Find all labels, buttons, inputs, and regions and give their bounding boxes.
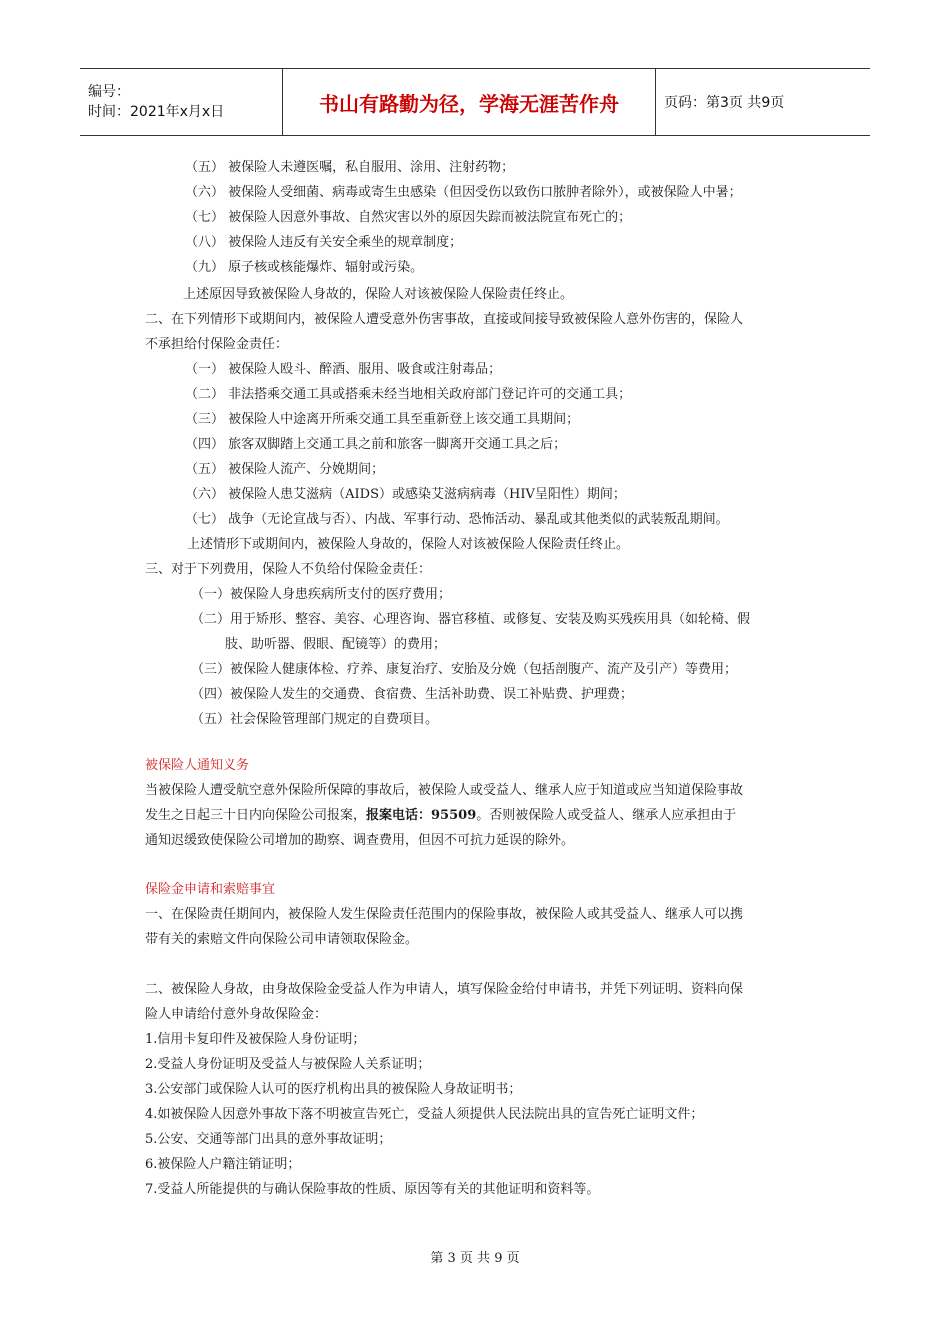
list-item: （八） 被保险人违反有关安全乘坐的规章制度； [185,235,463,250]
header-number: 编号： [88,84,130,100]
claim-heading: 保险金申请和索赔事宜 [145,882,276,897]
list-item: 6.被保险人户籍注销证明； [145,1157,301,1172]
list-item: （二）用于矫形、整容、美容、心理咨询、器官移植、或修复、安装及购买残疾用具（如轮椅、假 [191,612,751,627]
list-item: （九） 原子核或核能爆炸、辐射或污染。 [185,260,424,275]
claim-paragraph: 险人申请给付意外身故保险金： [145,1007,328,1022]
claim-paragraph: 二、被保险人身故，由身故保险金受益人作为申请人，填写保险金给付申请书，并凭下列证明、资料向保 [145,982,744,997]
notify-line: 通知迟缓致使保险公司增加的勘察、调查费用，但因不可抗力延误的除外。 [145,833,575,848]
notify-line: 当被保险人遭受航空意外保险所保障的事故后，被保险人或受益人、继承人应于知道或应当知道保险事故 [145,783,744,798]
list-item: （六） 被保险人受细菌、病毒或寄生虫感染（但因受伤以致伤口脓肿者除外），或被保险人中暑； [185,185,742,200]
claim-paragraph: 带有关的索赔文件向保险公司申请领取保险金。 [145,932,419,947]
list-item: 1.信用卡复印件及被保险人身份证明； [145,1032,366,1047]
list-item: （六） 被保险人患艾滋病（AIDS）或感染艾滋病病毒（HIV呈阳性）期间； [185,487,626,502]
notify-heading: 被保险人通知义务 [145,758,250,773]
list-item: （五） 被保险人未遵医嘱，私自服用、涂用、注射药物； [185,160,515,175]
list-item: （七） 战争（无论宣战与否）、内战、军事行动、恐怖活动、暴乱或其他类似的武装叛乱期间。 [185,512,729,527]
list-item: 3.公安部门或保险人认可的医疗机构出具的被保险人身故证明书； [145,1082,522,1097]
list-item: 5.公安、交通等部门出具的意外事故证明； [145,1132,392,1147]
header-page-label: 页码：第3页 共9页 [664,95,785,111]
list-item: （四） 旅客双脚踏上交通工具之前和旅客一脚离开交通工具之后； [185,437,567,452]
section2-summary: 上述情形下或期间内，被保险人身故的，保险人对该被保险人保险责任终止。 [187,537,630,552]
list-item: （三） 被保险人中途离开所乘交通工具至重新登上该交通工具期间； [185,412,580,427]
list-item-cont: 肢、助听器、假眼、配镜等）的费用； [225,637,447,652]
list-item: （七） 被保险人因意外事故、自然灾害以外的原因失踪而被法院宣布死亡的； [185,210,632,225]
list-item: （一） 被保险人殴斗、醉酒、服用、吸食或注射毒品； [185,362,502,377]
section2-title: 二、在下列情形下或期间内，被保险人遭受意外伤害事故，直接或间接导致被保险人意外伤害的，保险人 [145,312,744,327]
header-page-info [656,69,870,135]
header-meta [80,69,282,135]
report-phone: 报案电话：95509 [366,808,477,823]
notify-text: 发生之日起三十日内向保险公司报案， [145,808,367,823]
section3-title: 三、对于下列费用，保险人不负给付保险金责任： [145,562,432,577]
list-item: （五） 被保险人流产、分娩期间； [185,462,385,477]
page-footer: 第 3 页 共 9 页 [430,1251,520,1266]
list-item: （二） 非法搭乘交通工具或搭乘未经当地相关政府部门登记许可的交通工具； [185,387,632,402]
notify-text: 。否则被保险人或受益人、继承人应承担由于 [476,808,737,823]
notify-line [145,806,736,826]
header-motto: 书山有路勤为径，学海无涯苦作舟 [319,91,619,116]
list-item: 2.受益人身份证明及受益人与被保险人关系证明； [145,1057,431,1072]
page-header [80,68,870,136]
list-item: 4.如被保险人因意外事故下落不明被宣告死亡，受益人须提供人民法院出具的宣告死亡证明文件； [145,1107,704,1122]
list-item: （四）被保险人发生的交通费、食宿费、生活补助费、误工补贴费、护理费； [191,687,634,702]
header-motto-cell [282,69,656,135]
claim-paragraph: 一、在保险责任期间内，被保险人发生保险责任范围内的保险事故，被保险人或其受益人、继承人可以携 [145,907,744,922]
list-item: （三）被保险人健康体检、疗养、康复治疗、安胎及分娩（包括剖腹产、流产及引产）等费用； [191,662,738,677]
list-item: （五）社会保险管理部门规定的自费项目。 [191,712,439,727]
section2-title-cont: 不承担给付保险金责任： [145,337,289,352]
section1-summary: 上述原因导致被保险人身故的，保险人对该被保险人保险责任终止。 [183,287,574,302]
list-item: （一）被保险人身患疾病所支付的医疗费用； [191,587,452,602]
header-time: 时间：2021年x月x日 [88,104,225,120]
list-item: 7.受益人所能提供的与确认保险事故的性质、原因等有关的其他证明和资料等。 [145,1182,600,1197]
